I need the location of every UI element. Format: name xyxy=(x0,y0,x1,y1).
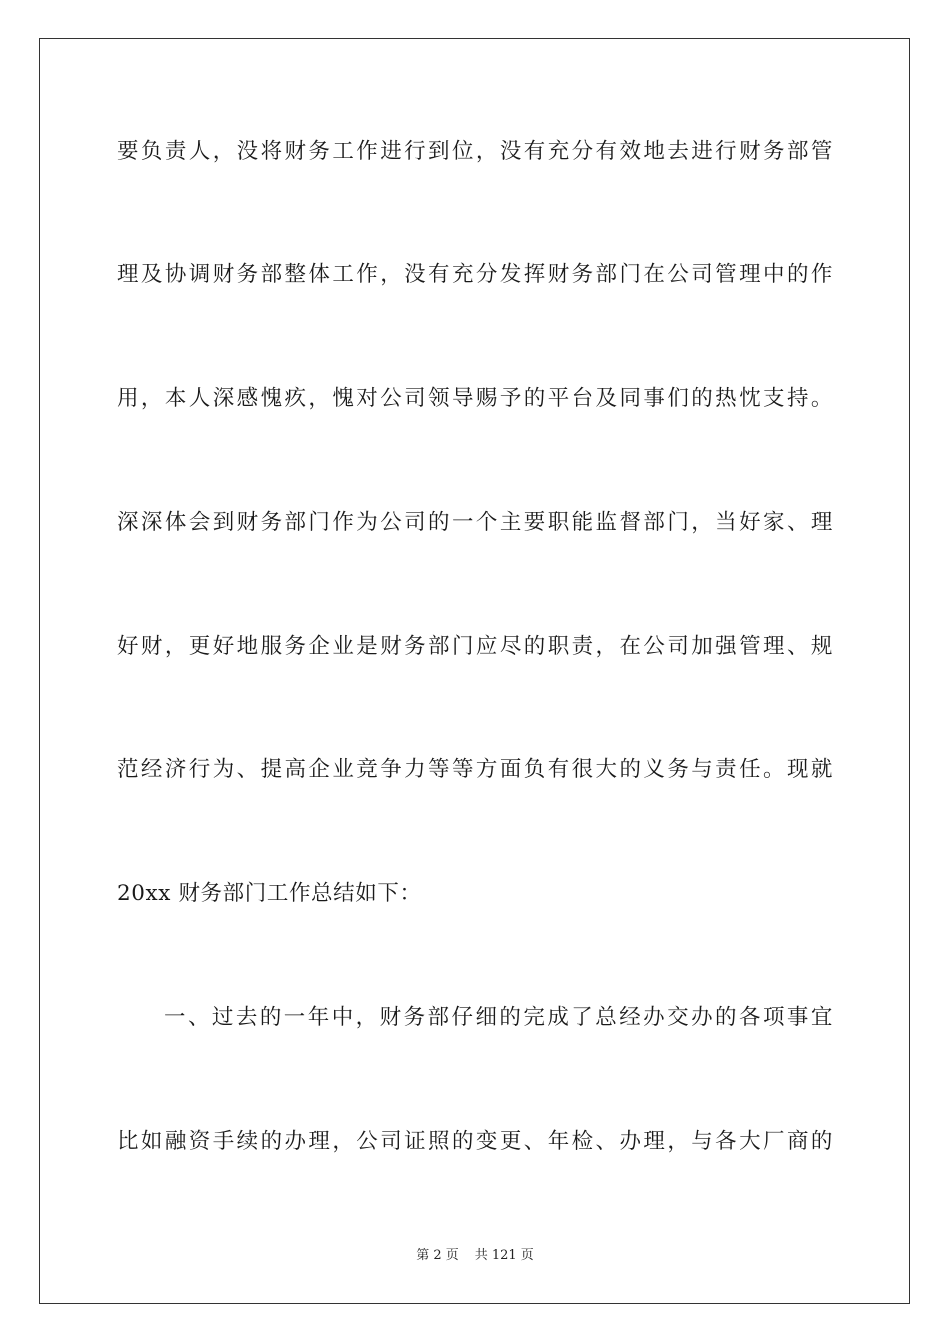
body-text-line-5: 好财，更好地服务企业是财务部门应尽的职责，在公司加强管理、规 xyxy=(117,634,833,659)
page-footer xyxy=(0,1247,950,1265)
body-text-line-6: 范经济行为、提高企业竞争力等等方面负有很大的义务与责任。现就 xyxy=(117,757,833,782)
page-number-current: 第 2 页 xyxy=(416,1248,459,1263)
body-text-line-4: 深深体会到财务部门作为公司的一个主要职能监督部门，当好家、理 xyxy=(117,510,833,535)
body-text-line-2: 理及协调财务部整体工作，没有充分发挥财务部门在公司管理中的作 xyxy=(117,262,833,287)
body-text-line-7: 20xx 财务部门工作总结如下： xyxy=(117,881,422,906)
body-text-line-1: 要负责人，没将财务工作进行到位，没有充分有效地去进行财务部管 xyxy=(117,139,833,164)
paragraph-1-line-1: 一、过去的一年中，财务部仔细的完成了总经办交办的各项事宜 xyxy=(164,1005,833,1030)
page-border xyxy=(39,38,910,1304)
page-number-total: 共 121 页 xyxy=(474,1248,534,1263)
paragraph-1-line-2: 比如融资手续的办理，公司证照的变更、年检、办理，与各大厂商的 xyxy=(117,1129,833,1154)
body-text-line-3: 用，本人深感愧疚，愧对公司领导赐予的平台及同事们的热忱支持。 xyxy=(117,386,833,411)
